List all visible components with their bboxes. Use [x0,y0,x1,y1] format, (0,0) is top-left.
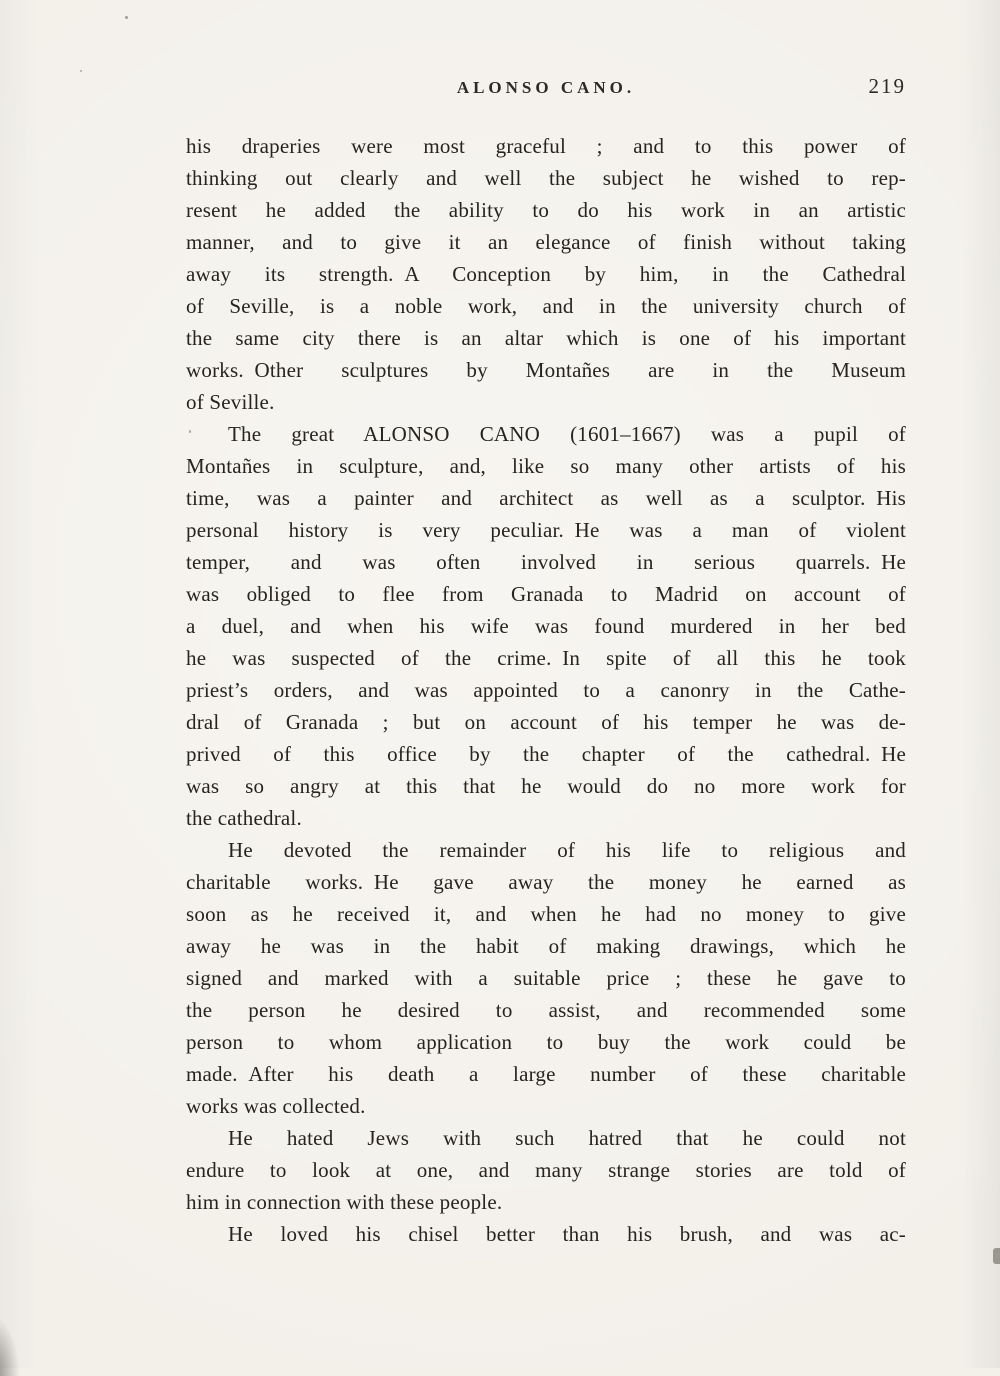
text-line: he was suspected of the crime. In spite of all this he took [186,646,906,670]
page-header [186,76,906,106]
text-line: was obliged to flee from Granada to Madrid on account of [186,582,906,606]
text-line: of Seville. [186,390,275,414]
page-number: 219 [868,74,906,98]
text-line: priest’s orders, and was appointed to a canonry in the Cathe- [186,678,906,702]
text-line: thinking out clearly and well the subject he wished to rep- [186,166,906,190]
page-body [186,130,906,1250]
running-head: ALONSO CANO. [456,78,636,97]
text-line: away its strength. A Conception by him, in the Cathedral [186,262,906,286]
text-line: his draperies were most graceful ; and to this power of [186,134,906,158]
text-line: made. After his death a large number of these charitable [186,1062,906,1086]
paragraph [186,834,906,1122]
text-line: signed and marked with a suitable price ; these he gave to [186,966,906,990]
text-line: He loved his chisel better than his brush, and was ac- [228,1222,906,1246]
text-line: person to whom application to buy the work could be [186,1030,906,1054]
text-line: a duel, and when his wife was found murdered in her bed [186,614,906,638]
text-line: the cathedral. [186,806,302,830]
text-line: resent he added the ability to do his work in an artistic [186,198,906,222]
text-line: The great ALONSO CANO (1601–1667) was a pupil of [228,422,906,446]
text-line: dral of Granada ; but on account of his temper he was de- [186,710,906,734]
text-line: away he was in the habit of making drawings, which he [186,934,906,958]
text-line: the person he desired to assist, and recommended some [186,998,906,1022]
text-line: the same city there is an altar which is one of his important [186,326,906,350]
text-line: endure to look at one, and many strange stories are told of [186,1158,906,1182]
text-line: time, was a painter and architect as well as a sculptor. His [186,486,906,510]
scan-corner-smudge [0,1316,20,1376]
scan-speckle [80,70,82,72]
text-line: works. Other sculptures by Montañes are in the Museum [186,358,906,382]
text-line: of Seville, is a noble work, and in the university church of [186,294,906,318]
text-line: him in connection with these people. [186,1190,503,1214]
text-line: personal history is very peculiar. He was a man of violent [186,518,906,542]
text-line: manner, and to give it an elegance of finish without taking [186,230,906,254]
text-line: temper, and was often involved in serious quarrels. He [186,550,906,574]
text-line: Montañes in sculpture, and, like so many other artists of his [186,454,906,478]
text-line: charitable works. He gave away the money he earned as [186,870,906,894]
text-line: He hated Jews with such hatred that he could not [228,1126,906,1150]
text-line: works was collected. [186,1094,366,1118]
text-line: soon as he received it, and when he had no money to give [186,902,906,926]
paragraph [186,418,906,834]
scan-speckle [125,16,128,19]
paragraph [186,1122,906,1218]
text-line: He devoted the remainder of his life to religious and [228,838,906,862]
scan-edge-mark [993,1248,1000,1264]
paragraph [186,1218,906,1250]
text-line: prived of this office by the chapter of the cathedral. He [186,742,906,766]
text-line: was so angry at this that he would do no more work for [186,774,906,798]
paragraph [186,130,906,418]
